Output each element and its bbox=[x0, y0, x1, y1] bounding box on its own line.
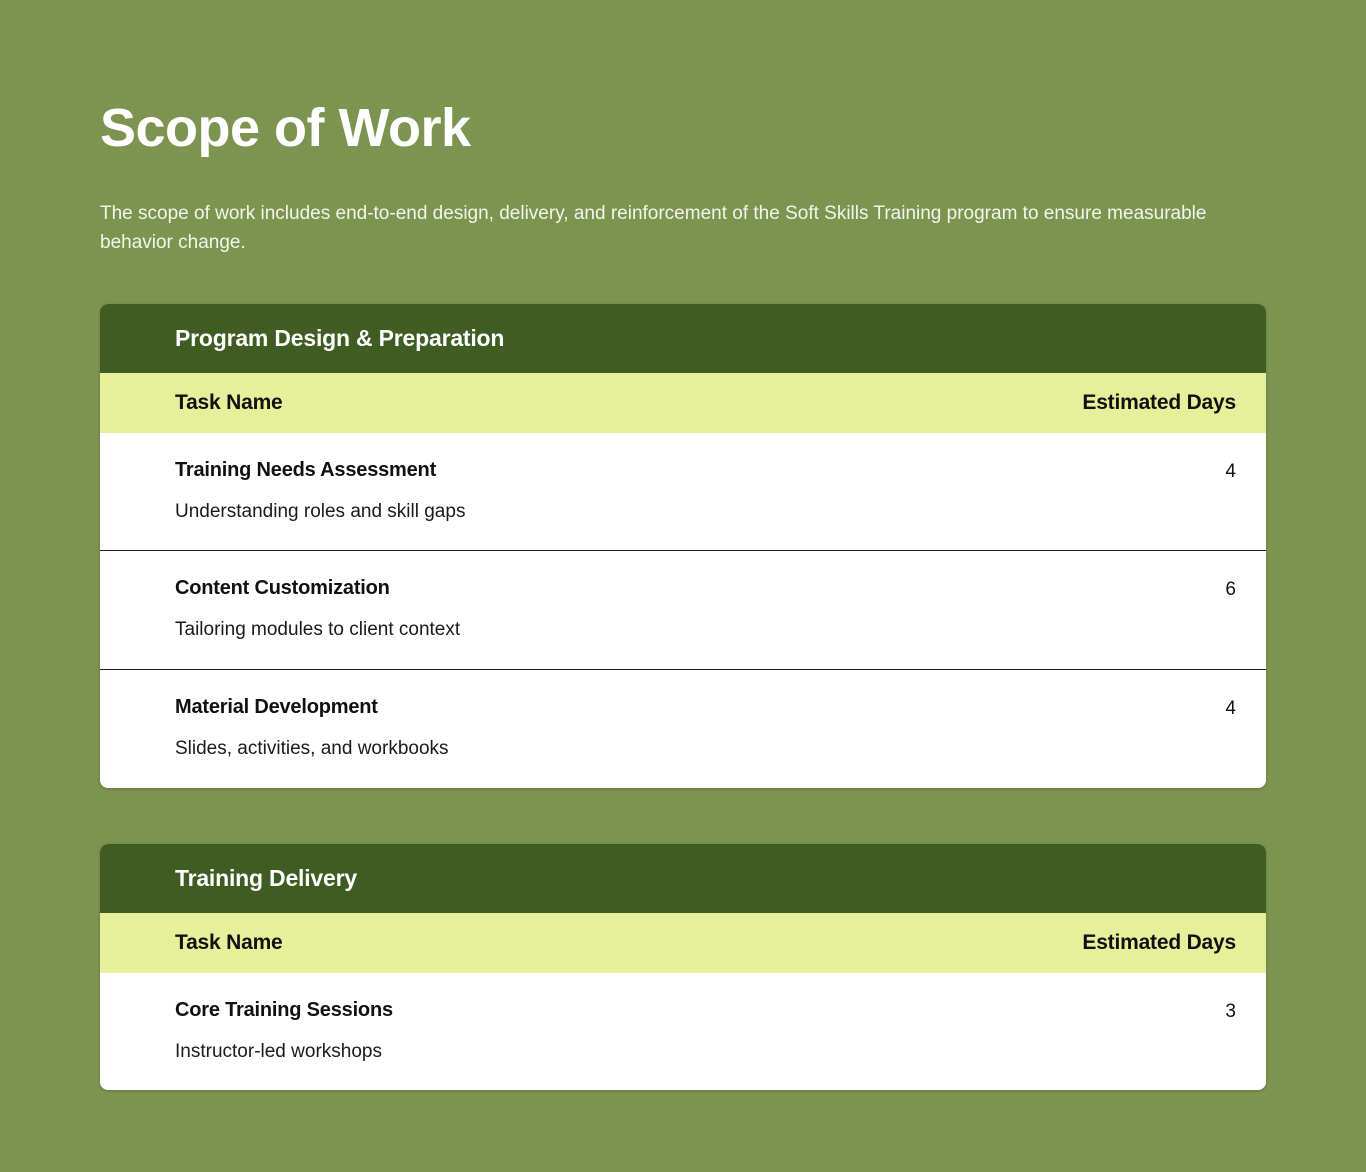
table-row bbox=[100, 433, 1266, 552]
section-title: Training Delivery bbox=[100, 844, 1266, 913]
column-header-estimated-days: Estimated Days bbox=[1082, 930, 1236, 954]
task-cell bbox=[175, 459, 1196, 525]
page-intro: The scope of work includes end-to-end design, delivery, and reinforcement of the Soft Skills Training program to ensure measurable behavior change. bbox=[100, 202, 1207, 254]
task-cell bbox=[175, 577, 1196, 643]
table-row bbox=[100, 551, 1266, 670]
task-description: Understanding roles and skill gaps bbox=[175, 500, 466, 522]
section-card bbox=[100, 304, 1266, 788]
estimated-days-value: 3 bbox=[1225, 1000, 1236, 1022]
column-header-task-name: Task Name bbox=[175, 930, 283, 954]
task-name: Core Training Sessions bbox=[175, 998, 393, 1021]
page-title: Scope of Work bbox=[100, 98, 471, 158]
task-name: Material Development bbox=[175, 695, 378, 718]
task-description: Slides, activities, and workbooks bbox=[175, 737, 449, 759]
table-row bbox=[100, 670, 1266, 788]
table-row bbox=[100, 973, 1266, 1091]
table-header-row bbox=[100, 913, 1266, 973]
task-cell bbox=[175, 999, 1196, 1065]
task-cell bbox=[175, 696, 1196, 762]
task-name: Content Customization bbox=[175, 577, 390, 600]
estimated-days-value: 4 bbox=[1225, 697, 1236, 719]
section-card bbox=[100, 844, 1266, 1091]
table-header-row bbox=[100, 373, 1266, 433]
section-title: Program Design & Preparation bbox=[100, 304, 1266, 373]
column-header-estimated-days: Estimated Days bbox=[1082, 390, 1236, 414]
estimated-days-value: 6 bbox=[1225, 579, 1236, 601]
estimated-days-value: 4 bbox=[1225, 460, 1236, 482]
column-header-task-name: Task Name bbox=[175, 390, 283, 414]
task-description: Instructor-led workshops bbox=[175, 1040, 382, 1062]
task-description: Tailoring modules to client context bbox=[175, 619, 461, 641]
task-name: Training Needs Assessment bbox=[175, 458, 437, 481]
